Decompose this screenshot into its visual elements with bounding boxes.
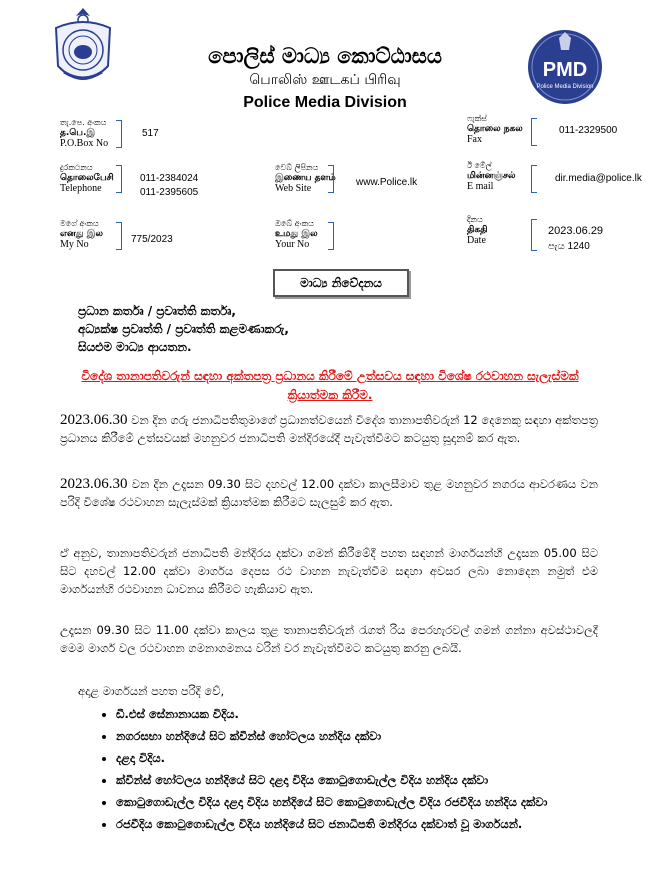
title-english: Police Media Division bbox=[243, 94, 407, 111]
website-value[interactable]: www.Police.lk bbox=[356, 177, 418, 188]
list-item: • කොටුගොඩැල්ල විදිය දළදා විදිය හන්දියේ සිට කොටුගොඩැල්ල විදිය රජවීදිය හන්දිය දක්වා bbox=[116, 794, 626, 811]
paragraph-text: වන දින ගරු ජනාධිපතිතුමාගේ ප්‍රධානත්වයෙන් විදේශ තානාපතිවරුන් 12 දෙනෙකු සඳහා අක්තපත්‍ර ප්‍රධානය කිරීමේ උත්සවයක් මහනුවර ජනාධිපති මන්දිරයේදී පැවැත්වීමට කටයුතු සූදානම් කර ඇත. bbox=[60, 413, 599, 445]
paragraph-date: 2023.06.30 bbox=[60, 412, 128, 428]
bracket bbox=[531, 118, 537, 146]
list-item: • නගරසභා හන්දියේ සිට ක්වීන්ස් හෝටලය හන්දිය දක්වා bbox=[116, 728, 626, 745]
routes-list bbox=[94, 706, 626, 838]
addressee-3: සියළුම මාධ්‍ය ආයතන. bbox=[78, 340, 192, 354]
pobox-value: 517 bbox=[142, 128, 159, 139]
notice-title: මාධ්‍ය නිවේදනය bbox=[273, 269, 409, 297]
pobox-label: තැ.පෙ. අංකය த.பெ.இ P.O.Box No bbox=[60, 118, 109, 149]
myno-value: 775/2023 bbox=[131, 234, 173, 245]
pmd-logo-text: PMD bbox=[542, 59, 588, 81]
paragraph-2 bbox=[60, 475, 598, 511]
addressee-1: ප්‍රධාන කර්තෘ / ප්‍රවෘත්ති කර්තෘ, bbox=[78, 304, 236, 318]
fax-label: ෆැක්ස් தொலை நகல Fax bbox=[467, 114, 523, 145]
yourno-label: ඔබේ අංකය உமது இல Your No bbox=[275, 219, 318, 250]
paragraph-4 bbox=[60, 621, 598, 657]
bracket bbox=[116, 120, 122, 148]
title-sinhala: පොලිස් මාධ්‍ය කොට්ඨාසය bbox=[208, 44, 442, 68]
paragraph-text: වන දින උදෑසන 09.30 සිට දහවල් 12.00 දක්වා කාලසීමාව තුළ මහනුවර නගරය ආවරණය වන පරිදි විශේෂ රථවාහන සැලැස්මක් ක්‍රියාත්මක කිරීමට සැලසුම් කර ඇත. bbox=[60, 477, 598, 509]
telephone-value-1: 011-2384024 bbox=[140, 173, 199, 184]
myno-label: මගේ අංකය எனது இல My No bbox=[60, 219, 103, 250]
paragraph-text: ඒ අනුව, තානාපතිවරුන් ජනාධිපති මන්දිරය දක්වා ගමන් කිරීමේදී පහත සඳහන් මාර්ගයන්හි උදෑසන 05.00 සිට සිට දහවල් 12.00 දක්වා මාර්ගය දෙපස රථ වාහන නැවැත්වීම සඳහා අවසර ලබා නොදෙන නමුත් එම මාර්ගයන්හි රථවාහන ධාවනය කිරීමට හැකියාව ඇත. bbox=[60, 546, 598, 596]
bracket bbox=[531, 165, 537, 193]
bracket bbox=[328, 165, 334, 193]
telephone-value-2: 011-2395605 bbox=[140, 187, 199, 198]
website-label: වෙබ් ලිපිනය இணைய தளம் Web Site bbox=[275, 163, 336, 194]
paragraph-text: උදෑසන 09.30 සිට 11.00 දක්වා කාලය තුළ තානාපතිවරුන් රැගත් රිය පෙරහැරවල් ගමන් ගන්නා අවස්ථාවලදී මෙම මාර්ග වල රථවාහන ගමනාගමනය වරින් වර නැවැත්වීමට කටයුතු කරනු ලබයි. bbox=[60, 623, 598, 655]
title-tamil: பொலிஸ் ஊடகப் பிரிவு bbox=[249, 72, 401, 88]
email-label: ඊ මේල් மின்னஞ்சல் E mail bbox=[467, 161, 516, 192]
routes-intro: අදාළ මාර්ගයන් පහත පරිදි වේ, bbox=[78, 684, 225, 698]
list-item: • ක්වීන්ස් හෝටලය හන්දියේ සිට දළදා විදිය කොටුගොඩැල්ල විදිය හන්දිය දක්වා bbox=[116, 772, 626, 789]
telephone-label: දුරකථනය தொலைபேசி Telephone bbox=[60, 163, 114, 194]
date-label: දිනය திகதி Date bbox=[467, 215, 488, 246]
bracket bbox=[328, 222, 334, 250]
list-item: • ඩී.එස් සේනානායක විදිය. bbox=[116, 706, 626, 723]
bracket bbox=[116, 222, 122, 250]
date-value: 2023.06.29 bbox=[548, 225, 604, 237]
paragraph-3 bbox=[60, 544, 598, 598]
bracket bbox=[116, 165, 122, 193]
list-item: • රජවීදිය කොටුගොඩැල්ල විදිය හන්දියේ සිට ජනාධිපති මන්දිරය දක්වාත් වූ මාර්ගයන්. bbox=[116, 816, 626, 833]
time-value: පැය 1240 bbox=[548, 241, 590, 252]
addressee-2: අධ්‍යක්ෂ ප්‍රවෘත්ති / ප්‍රවෘත්ති කළමණාකරු, bbox=[78, 322, 289, 336]
fax-value: 011-2329500 bbox=[559, 125, 618, 136]
subject-line: විදේශ තානාපතිවරුන් සඳහා අක්තපත්‍ර ප්‍රධානය කිරීමේ උත්සවය සඳහා විශේෂ රථවාහන සැලැස්මක් ක්‍රියාත්මක කිරීම. bbox=[81, 369, 579, 402]
email-value[interactable]: dir.media@police.lk bbox=[555, 173, 642, 184]
paragraph-1 bbox=[60, 411, 598, 447]
bracket bbox=[531, 219, 537, 251]
paragraph-date: 2023.06.30 bbox=[60, 476, 128, 492]
list-item: • දළදා විදිය. bbox=[116, 750, 626, 767]
pmd-logo-subtext: Police Media Division bbox=[536, 84, 594, 90]
